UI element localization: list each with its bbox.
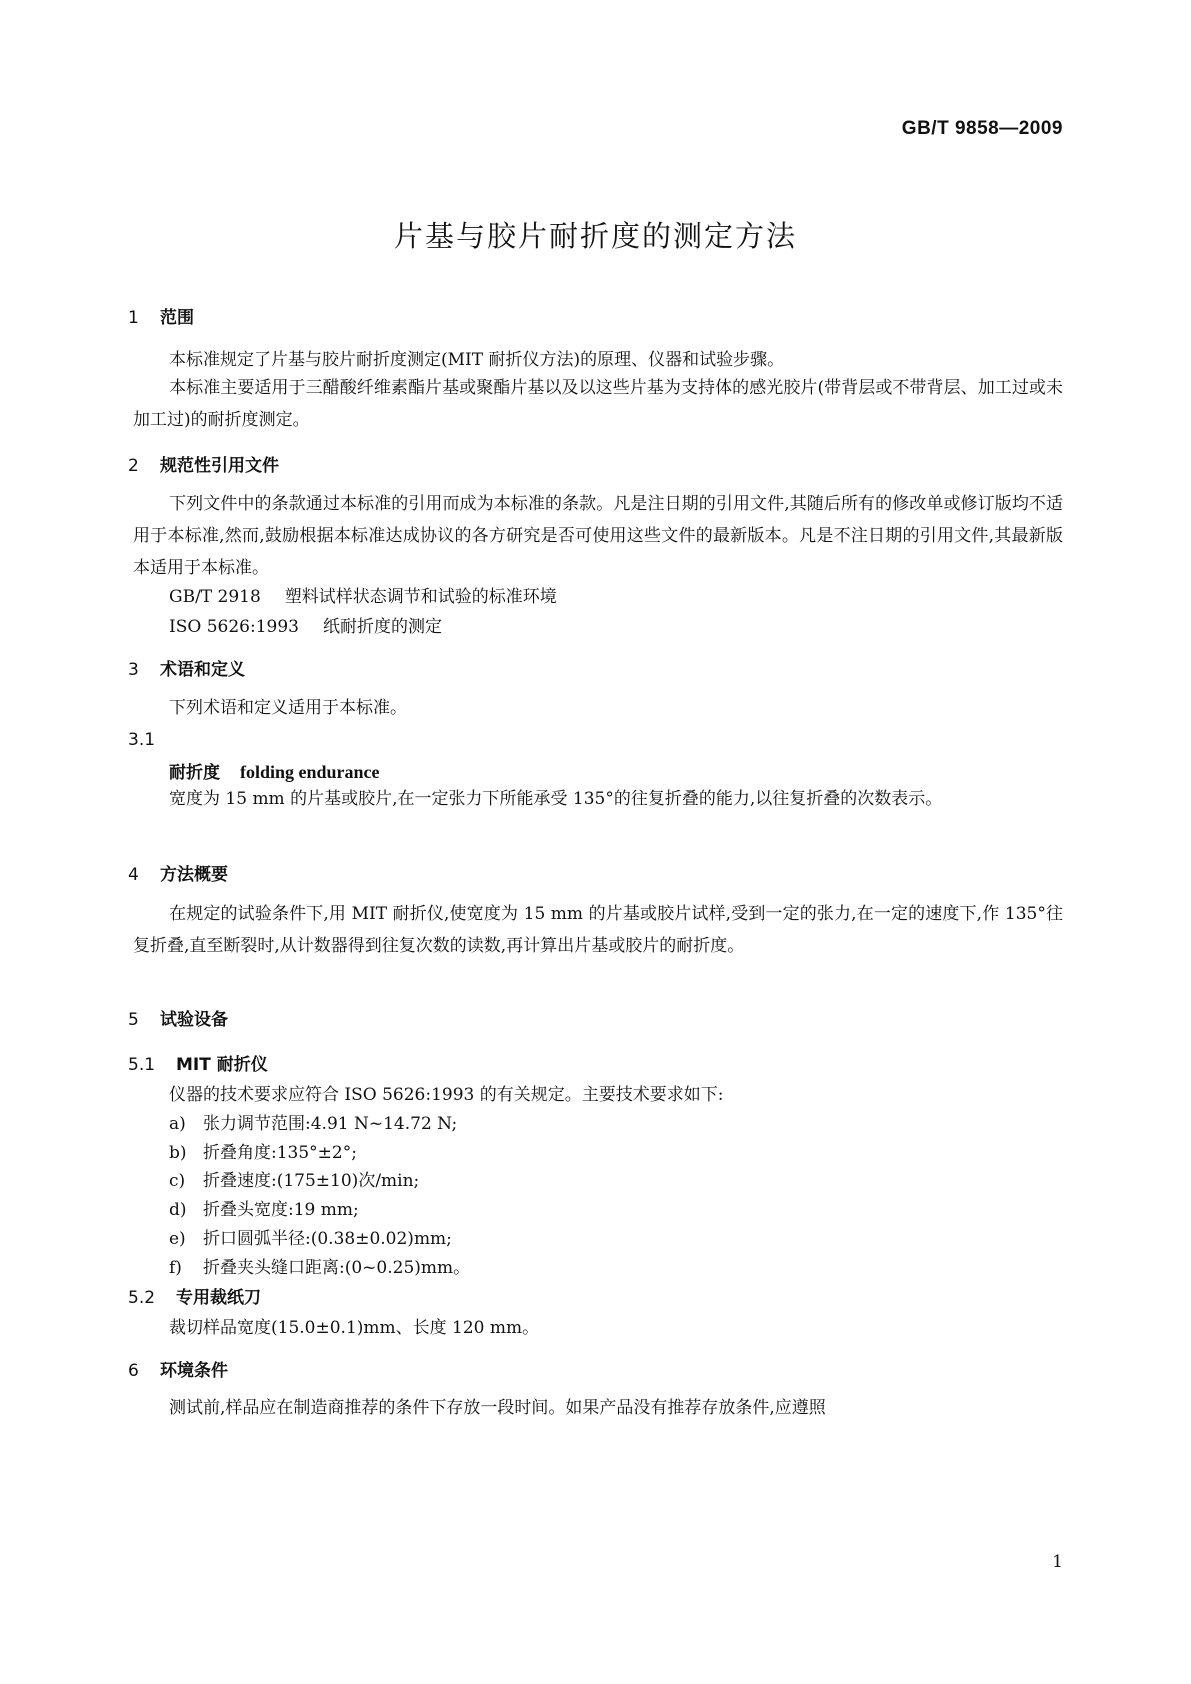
normative-reference-1 [169,582,557,607]
section-3-paragraph-1 [133,692,1063,724]
section-title: 规范性引用文件 [160,456,279,476]
item-label: c) [169,1171,186,1191]
paragraph-text: 下列术语和定义适用于本标准。 [169,698,407,718]
section-number: 3 [128,660,139,680]
paragraph-text: 下列文件中的条款通过本标准的引用而成为本标准的条款。凡是注日期的引用文件,其随后所有的修改单或修订版均不适用于本标准,然而,鼓励根据本标准达成协议的各方研究是否可使用这些文件的最新版本。凡是不注日期的引用文件,其最新版本适用于本标准。 [133,494,1063,578]
section-6-heading [128,1356,228,1381]
requirement-item-c [169,1166,419,1191]
section-6-paragraph-1 [133,1392,1063,1424]
normative-reference-2 [169,612,442,637]
section-title: 方法概要 [160,865,228,885]
item-label: b) [169,1143,187,1163]
paragraph-text: 本标准主要适用于三醋酸纤维素酯片基或聚酯片基以及以这些片基为支持体的感光胶片(带背层或不带背层、加工过或未加工过)的耐折度测定。 [133,378,1063,430]
paragraph-text: 测试前,样品应在制造商推荐的条件下存放一段时间。如果产品没有推荐存放条件,应遵照 [169,1398,826,1418]
section-number: 2 [128,456,139,476]
section-1-paragraph-2 [133,372,1063,436]
paragraph-text: 本标准规定了片基与胶片耐折度测定(MIT 耐折仪方法)的原理、仪器和试验步骤。 [169,350,785,370]
reference-code: ISO 5626:1993 [169,617,299,637]
section-4-paragraph-1 [133,898,1063,962]
requirement-item-e [169,1224,452,1249]
section-number: 4 [128,865,139,885]
requirement-item-d [169,1195,359,1220]
item-label: e) [169,1229,186,1249]
section-2-paragraph-1 [133,488,1063,584]
item-text: 折叠角度:135°±2°; [203,1143,357,1163]
item-label: f) [169,1258,182,1278]
item-text: 折叠速度:(175±10)次/min; [203,1171,420,1191]
section-title: 环境条件 [160,1361,228,1381]
section-1-heading [128,303,194,328]
standard-number: GB/T 9858—2009 [901,118,1063,139]
item-text: 折口圆弧半径:(0.38±0.02)mm; [203,1229,452,1249]
clause-title: 专用裁纸刀 [176,1288,261,1308]
section-number: 1 [128,308,139,328]
paragraph-text: 宽度为 15 mm 的片基或胶片,在一定张力下所能承受 135°的往复折叠的能力,以往复折叠的次数表示。 [169,789,943,809]
section-2-heading [128,451,279,476]
reference-title: 塑料试样状态调节和试验的标准环境 [284,587,557,607]
section-title: 范围 [160,308,194,328]
clause-5-1-heading [128,1050,268,1075]
item-text: 张力调节范围:4.91 N~14.72 N; [203,1114,458,1134]
item-text: 折叠头宽度:19 mm; [203,1200,359,1220]
paragraph-text: 在规定的试验条件下,用 MIT 耐折仪,使宽度为 15 mm 的片基或胶片试样,受到一定的张力,在一定的速度下,作 135°往复折叠,直至断裂时,从计数器得到往复次数的读数,再计算出片基或胶片的耐折度。 [133,904,1063,956]
item-label: d) [169,1200,187,1220]
section-title: 术语和定义 [160,660,245,680]
clause-5-2-text: 裁切样品宽度(15.0±0.1)mm、长度 120 mm。 [169,1318,540,1338]
item-label: a) [169,1114,186,1134]
term-definition [133,783,1063,815]
term-chinese: 耐折度 [169,763,220,783]
section-number: 6 [128,1361,139,1381]
term-entry [169,758,380,783]
page-number: 1 [1052,1552,1063,1572]
clause-5-1-intro: 仪器的技术要求应符合 ISO 5626:1993 的有关规定。主要技术要求如下: [169,1085,724,1105]
requirement-item-a [169,1109,457,1134]
section-3-heading [128,655,245,680]
section-5-heading [128,1005,228,1030]
term-english: folding endurance [240,762,380,782]
document-title: 片基与胶片耐折度的测定方法 [393,219,797,253]
section-4-heading [128,860,228,885]
clause-number: 5.2 [128,1288,156,1308]
item-text: 折叠夹头缝口距离:(0~0.25)mm。 [203,1258,471,1278]
clause-3-1-number: 3.1 [128,730,156,750]
section-title: 试验设备 [160,1010,228,1030]
clause-number: 5.1 [128,1055,156,1075]
section-number: 5 [128,1010,139,1030]
clause-title: MIT 耐折仪 [176,1055,268,1075]
requirement-item-b [169,1138,357,1163]
reference-title: 纸耐折度的测定 [322,617,442,637]
requirement-item-f [169,1253,470,1278]
clause-5-2-heading [128,1283,261,1308]
reference-code: GB/T 2918 [169,587,261,607]
